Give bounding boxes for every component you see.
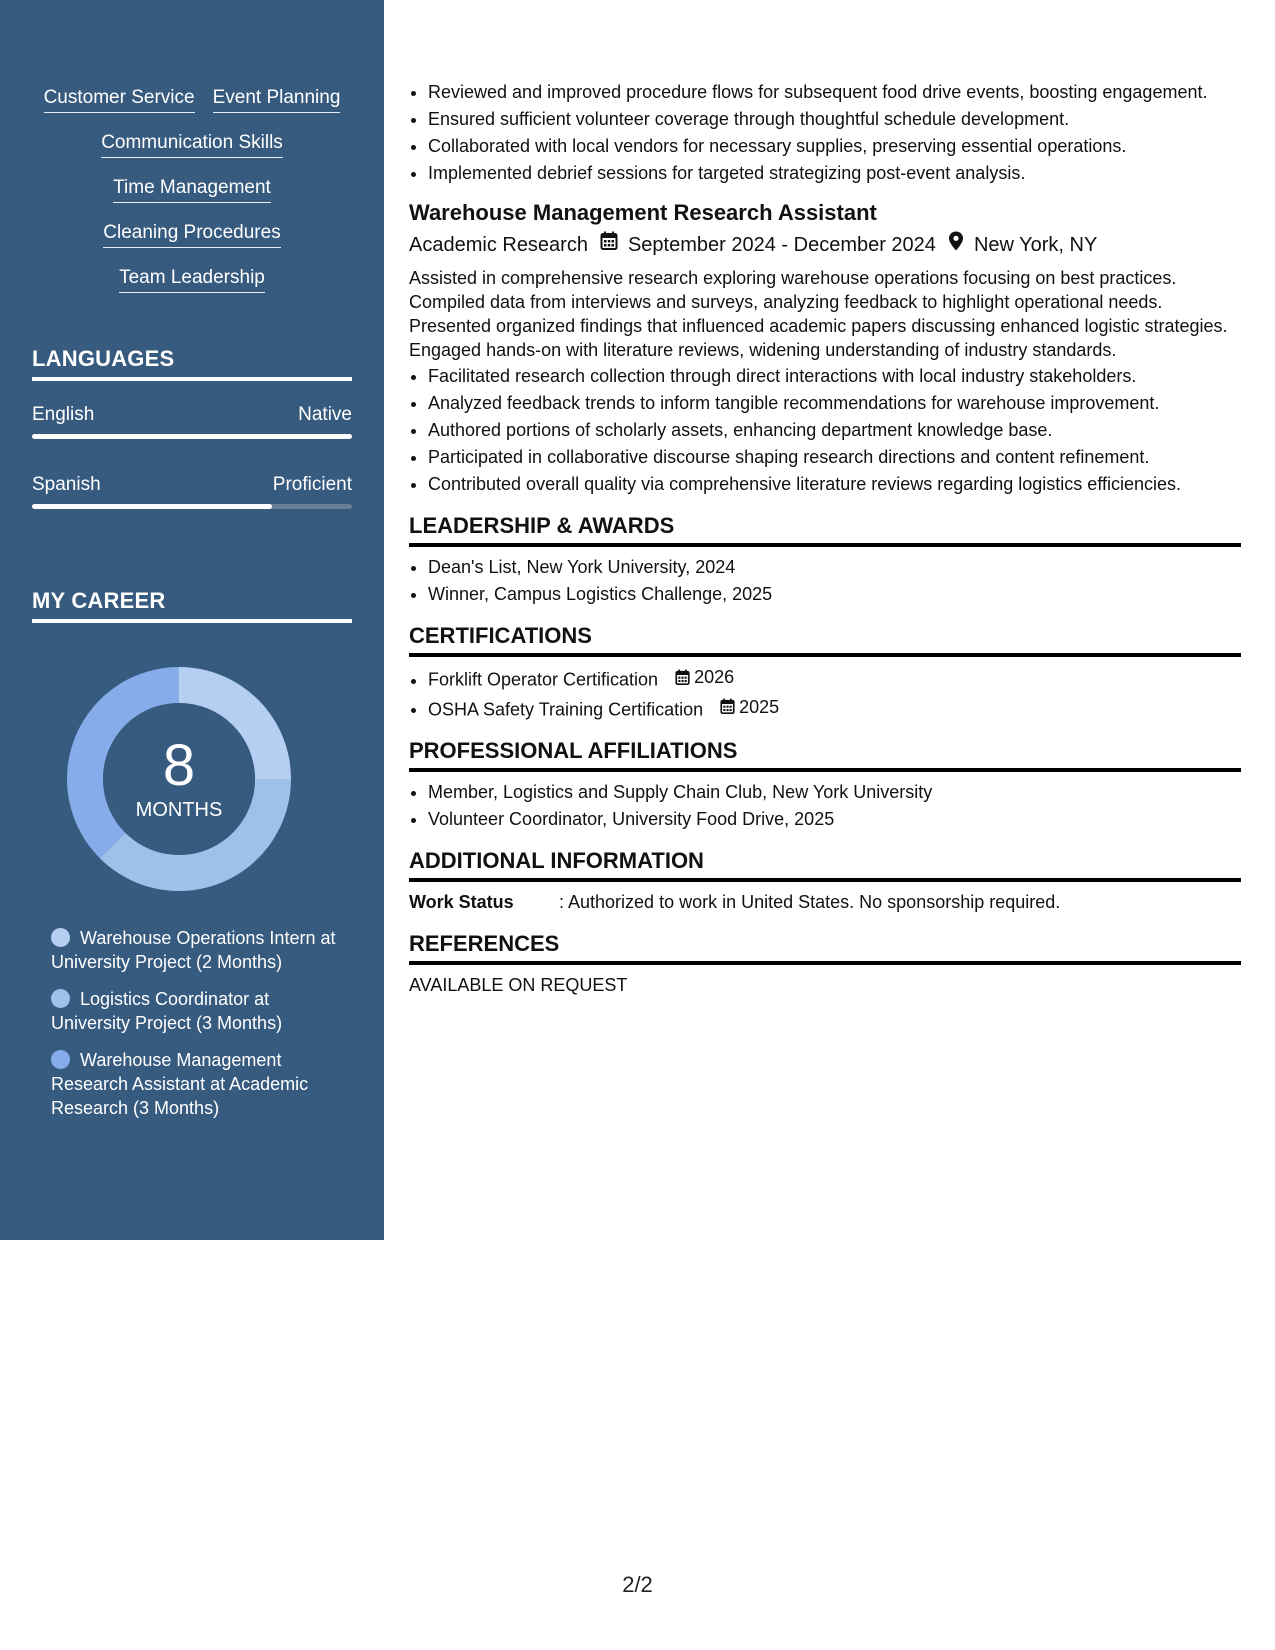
- skill-row: [32, 266, 352, 311]
- references-text: AVAILABLE ON REQUEST: [409, 975, 628, 995]
- cert-item: [428, 665, 1241, 692]
- awards-heading: LEADERSHIP & AWARDS: [409, 512, 1241, 547]
- language-bar: [32, 434, 352, 439]
- bullet-item: • Reviewed and improved procedure flows for subsequent food drive events, boosting engagement.: [428, 80, 1241, 104]
- bullet-item: • Collaborated with local vendors for necessary supplies, preserving essential operations.: [428, 134, 1241, 158]
- work-status-label: Work Status: [409, 892, 514, 912]
- affiliation-item: • Volunteer Coordinator, University Food Drive, 2025: [428, 807, 1241, 831]
- career-total: 8: [162, 733, 196, 798]
- skill-tag: Communication Skills: [101, 131, 283, 158]
- legend-dot-icon: [51, 989, 70, 1008]
- skill-row: [32, 221, 352, 266]
- award-item: • Winner, Campus Logistics Challenge, 2025: [428, 582, 1241, 606]
- skill-row: [32, 86, 352, 131]
- awards-list: [409, 555, 1241, 606]
- job-dates: September 2024 - December 2024: [627, 233, 936, 256]
- languages-heading: LANGUAGES: [32, 346, 352, 381]
- sidebar: [0, 0, 384, 1240]
- language-name: English: [32, 404, 95, 425]
- cert-name: Forklift Operator Certification: [428, 669, 659, 690]
- career-legend-label: Logistics Coordinator at University Project (3 Months): [51, 989, 283, 1033]
- cert-year-text: 2025: [739, 696, 780, 717]
- career-heading: MY CAREER: [32, 588, 352, 623]
- career-donut-center: [66, 666, 292, 892]
- bullet-item: • Ensured sufficient volunteer coverage through thoughtful schedule development.: [428, 107, 1241, 131]
- award-item: • Dean's List, New York University, 2024: [428, 555, 1241, 579]
- skill-tag: Event Planning: [213, 86, 341, 113]
- career-unit: MONTHS: [135, 799, 223, 821]
- language-name: Spanish: [32, 474, 101, 495]
- job-bullets: [409, 364, 1241, 496]
- bullet-item: • Authored portions of scholarly assets, enhancing department knowledge base.: [428, 418, 1241, 442]
- skill-tag: Team Leadership: [119, 266, 265, 293]
- language-bar-fill: [32, 504, 272, 509]
- career-legend-item: [51, 1048, 341, 1120]
- prev-job-bullets: [409, 80, 1241, 185]
- cert-year: [675, 665, 734, 689]
- location-pin-icon: [948, 231, 964, 258]
- language-bar-fill: [32, 434, 352, 439]
- affiliations-list: [409, 780, 1241, 831]
- job-title: Warehouse Management Research Assistant: [409, 200, 877, 225]
- additional-info-heading: ADDITIONAL INFORMATION: [409, 847, 1241, 882]
- language-row: [32, 404, 352, 426]
- bullet-item: • Contributed overall quality via comprehensive literature reviews regarding logistics efficiencies.: [428, 472, 1241, 496]
- skill-tag: Cleaning Procedures: [103, 221, 280, 248]
- career-donut: [66, 666, 292, 892]
- skills-list: [32, 86, 352, 311]
- language-bar: [32, 504, 352, 509]
- bullet-item: • Analyzed feedback trends to inform tangible recommendations for warehouse improvement.: [428, 391, 1241, 415]
- job-summary: Assisted in comprehensive research exploring warehouse operations focusing on best practices. Compiled data from interviews and surveys, analyzing feedback to highlight operational needs. Presented organized findings that influenced academic papers discussing enhanced logistic strategies. Engaged hands-on with literature reviews, widening understanding of industry standards.: [409, 268, 1228, 360]
- cert-year: [720, 695, 779, 719]
- legend-dot-icon: [51, 1050, 70, 1069]
- page-number: 2/2: [622, 1572, 653, 1597]
- career-legend-label: Warehouse Operations Intern at University Project (2 Months): [51, 928, 336, 972]
- legend-dot-icon: [51, 928, 70, 947]
- job-company: Academic Research: [409, 233, 588, 256]
- affiliations-heading: PROFESSIONAL AFFILIATIONS: [409, 737, 1241, 772]
- calendar-icon: [600, 231, 618, 258]
- cert-item: [428, 695, 1241, 722]
- language-row: [32, 474, 352, 496]
- certifications-list: [409, 665, 1241, 721]
- calendar-icon: [675, 669, 690, 686]
- career-legend-label: Warehouse Management Research Assistant at Academic Research (3 Months): [51, 1050, 309, 1118]
- skill-tag: Customer Service: [44, 86, 195, 113]
- cert-year-text: 2026: [694, 667, 735, 687]
- skill-row: [32, 176, 352, 221]
- language-level: Proficient: [272, 474, 352, 495]
- career-legend-item: [51, 926, 341, 974]
- main-content: [409, 80, 1241, 997]
- bullet-item: • Participated in collaborative discourse shaping research directions and content refinement.: [428, 445, 1241, 469]
- job-meta: [409, 231, 1241, 258]
- career-legend: [51, 926, 341, 1133]
- cert-name: OSHA Safety Training Certification: [428, 699, 704, 719]
- calendar-icon: [720, 698, 735, 715]
- certifications-heading: CERTIFICATIONS: [409, 622, 1241, 657]
- skill-row: [32, 131, 352, 176]
- career-legend-item: [51, 987, 341, 1035]
- bullet-item: • Implemented debrief sessions for targeted strategizing post-event analysis.: [428, 161, 1241, 185]
- work-status-row: [409, 890, 1241, 914]
- references-heading: REFERENCES: [409, 930, 1241, 965]
- job-location: New York, NY: [973, 233, 1098, 256]
- affiliation-item: • Member, Logistics and Supply Chain Club, New York University: [428, 780, 1241, 804]
- skill-tag: Time Management: [113, 176, 271, 203]
- work-status-value: : Authorized to work in United States. No sponsorship required.: [559, 892, 1061, 912]
- bullet-item: • Facilitated research collection through direct interactions with local industry stakeholders.: [428, 364, 1241, 388]
- language-level: Native: [298, 404, 352, 425]
